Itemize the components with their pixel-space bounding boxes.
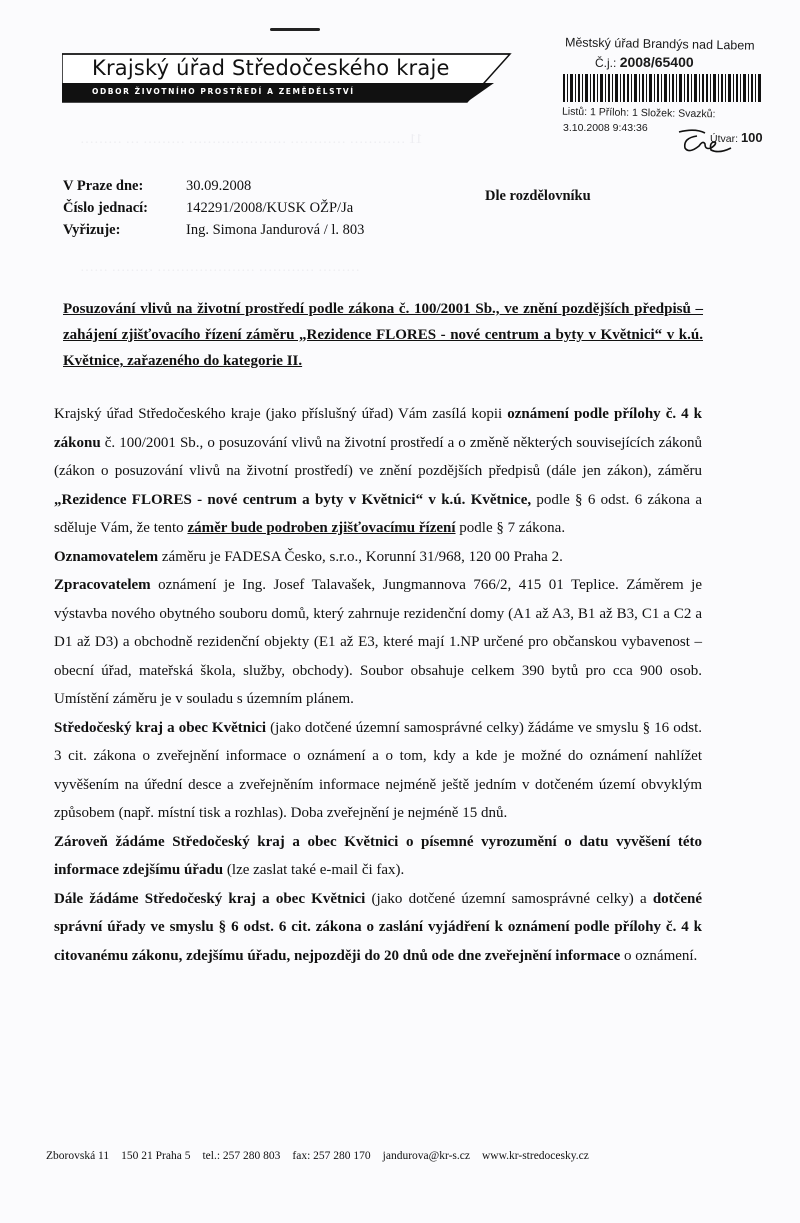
recipient: Dle rozdělovníku bbox=[485, 188, 591, 204]
letter-footer bbox=[46, 1150, 601, 1162]
text-run: (lze zaslat také e-mail či fax). bbox=[223, 862, 405, 878]
text-run: Krajský úřad Středočeského kraje (jako příslušný úřad) Vám zasílá kopii bbox=[54, 406, 508, 422]
text-run: o oznámení. bbox=[620, 947, 698, 964]
bleed-through-text: ……… ………… ………………… ……… …… bbox=[80, 260, 360, 275]
top-dash-mark bbox=[270, 28, 320, 31]
handler-label: Vyřizuje: bbox=[63, 222, 121, 238]
stamp-counts: Listů: 1 Příloh: 1 Složek: Svazků: bbox=[561, 105, 716, 121]
footer-email: jandurova@kr-s.cz bbox=[382, 1150, 470, 1162]
stamp-unit-label: Útvar: bbox=[710, 133, 739, 145]
bold-run: Zároveň žádáme Středočeský kraj a obec Květnici o písemné vyrozumění o datu vyvěšení této informace zdejšímu úřadu bbox=[54, 833, 702, 878]
body-paragraph bbox=[54, 543, 702, 572]
body-paragraph bbox=[54, 714, 702, 828]
date-label: V Praze dne: bbox=[63, 178, 144, 194]
body-paragraph bbox=[54, 571, 702, 714]
footer-city: 150 21 Praha 5 bbox=[121, 1150, 191, 1162]
bold-run: Středočeský kraj a obec Květnici bbox=[54, 719, 267, 736]
reference-label: Číslo jednací: bbox=[63, 200, 148, 216]
bold-run: Zpracovatelem bbox=[54, 577, 151, 593]
body-paragraph bbox=[54, 885, 702, 971]
letterhead-title: Krajský úřad Středočeského kraje bbox=[92, 56, 450, 80]
bold-run: Oznamovatelem bbox=[54, 548, 159, 565]
body-paragraph bbox=[54, 828, 702, 885]
text-run: podle § 7 zákona. bbox=[455, 520, 566, 536]
letter-subject: Posuzování vlivů na životní prostředí podle zákona č. 100/2001 Sb., ve znění pozdějších předpisů – zahájení zjišťovacího řízení záměru „Rezidence FLORES - nové centrum a byty v Květnici“ v k.ú. Květnice, zařazeného do kategorie II. bbox=[63, 301, 703, 369]
letterhead-banner bbox=[62, 50, 512, 105]
text-run: oznámení je Ing. Josef Talavašek, Jungmannova 766/2, 415 01 Teplice. Záměrem je výstavba nového obytného souboru domů, který zahrnuje rezidenční domy (A1 až A3, B1 až B3, C1 a C2 a D1 až D3) a obchodně rezidenční objekty (E1 až E3, které mají 1.NP určené pro občanskou vybavenost – obecní úřad, mateřská škola, služby, obchody). Soubor obsahuje celkem 390 bytů pro cca 900 osob. Umístění záměru je v souladu s územním plánem. bbox=[54, 577, 702, 707]
stamp-unit-value: 100 bbox=[740, 130, 763, 145]
footer-fax: fax: 257 280 170 bbox=[292, 1150, 371, 1162]
bold-run: Dále žádáme Středočeský kraj a obec Květnici bbox=[54, 890, 366, 907]
stamp-unit bbox=[710, 130, 763, 145]
body-paragraph bbox=[54, 400, 702, 543]
stamp-office: Městský úřad Brandýs nad Labem bbox=[564, 35, 755, 53]
bold-run: „Rezidence FLORES - nové centrum a byty v Květnici“ v k.ú. Květnice, bbox=[54, 491, 532, 508]
stamp-cj-label: Č.j.: bbox=[595, 56, 617, 70]
text-run: (jako dotčené územní samosprávné celky) a bbox=[365, 890, 653, 907]
reference-value: 142291/2008/KUSK OŽP/Ja bbox=[186, 200, 354, 216]
handler-value: Ing. Simona Jandurová / l. 803 bbox=[186, 222, 365, 238]
meta-handler-row bbox=[63, 222, 364, 244]
meta-date-row bbox=[63, 178, 364, 200]
footer-street: Zborovská 11 bbox=[46, 1150, 110, 1162]
letter-meta bbox=[63, 178, 364, 244]
bold-run: oznámení podle přílohy č. 4 k zákonu bbox=[54, 406, 703, 451]
stamp-reference bbox=[595, 54, 694, 70]
letter-body bbox=[54, 400, 702, 970]
stamp-datetime: 3.10.2008 9:43:36 bbox=[563, 122, 648, 134]
bleed-through-text: 11 ………… ………… ………………… ……… … ……… bbox=[80, 132, 423, 147]
footer-tel: tel.: 257 280 803 bbox=[202, 1150, 281, 1162]
text-run: záměru je FADESA Česko, s.r.o., Korunní 31/968, 120 00 Praha 2. bbox=[158, 548, 563, 565]
stamp-cj-value: 2008/65400 bbox=[619, 54, 694, 70]
bold-run: dotčené správní úřady ve smyslu § 6 odst. 6 cit. zákona o zaslání vyjádření k oznámení podle přílohy č. 4 k citovanému zákonu, zdejšímu úřadu, nejpozději do 20 dnů ode dne zveřejnění informace bbox=[54, 890, 702, 964]
text-run: (jako dotčené územní samosprávné celky) žádáme ve smyslu § 16 odst. 3 cit. zákona o zveřejnění informace o oznámení a o tom, kdy a kde je možné do oznámení nahlížet vyvěšením na úřední desce a zveřejněním informace nejméně ještě jedním v dotčeném území obvyklým způsobem (např. místní tisk a rozhlas). Doba zveřejnění je nejméně 15 dnů. bbox=[54, 719, 702, 821]
meta-ref-row bbox=[63, 200, 364, 222]
text-run: č. 100/2001 Sb., o posuzování vlivů na životní prostředí a o změně některých souvisejících zákonů (zákon o posuzování vlivů na životní prostředí) ve znění pozdějších předpisů (dále jen zákon), záměru bbox=[54, 434, 702, 479]
barcode-icon bbox=[563, 74, 763, 102]
text-run: podle § 6 odst. 6 zákona a sděluje Vám, že tento bbox=[54, 491, 702, 536]
bold-underlined-run: záměr bude podroben zjišťovacímu řízení bbox=[187, 520, 456, 536]
letterhead-subtitle: ODBOR ŽIVOTNÍHO PROSTŘEDÍ A ZEMĚDĚLSTVÍ bbox=[92, 87, 355, 96]
date-value: 30.09.2008 bbox=[186, 178, 252, 194]
footer-web: www.kr-stredocesky.cz bbox=[481, 1150, 589, 1162]
